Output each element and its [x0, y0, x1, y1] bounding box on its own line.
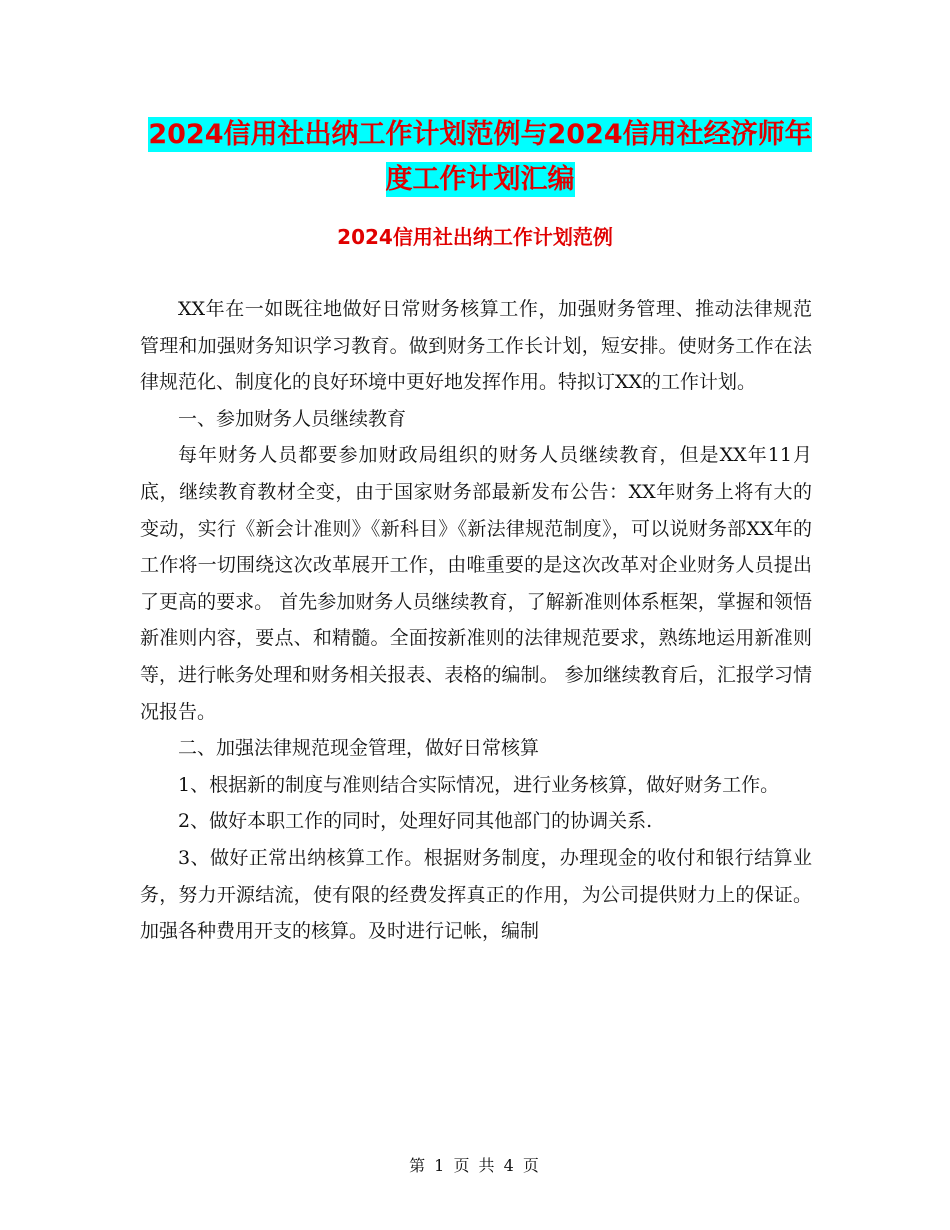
paragraph: 二、加强法律规范现金管理，做好日常核算: [178, 737, 540, 760]
page-footer: 第 1 页 共 4 页: [409, 1156, 541, 1175]
paragraph: 1、根据新的制度与准则结合实际情况，进行业务核算，做好财务工作。: [178, 773, 780, 796]
paragraph: 3、做好正常出纳核算工作。根据财务制度，办理现金的收付和银行结算业务，努力开源结流，使有限的经费发挥真正的作用，为公司提供财力上的保证。加强各种费用开支的核算。及时进行记帐，编制: [140, 846, 812, 943]
body-text: [140, 291, 812, 950]
section-title: 2024信用社出纳工作计划范例: [337, 225, 613, 249]
paragraph: 一、参加财务人员继续教育: [178, 407, 407, 430]
paragraph: 2、做好本职工作的同时，处理好同其他部门的协调关系.: [178, 810, 653, 833]
document-title: [140, 112, 820, 202]
title-line-1: 2024信用社出纳工作计划范例与2024信用社经济师年: [148, 119, 812, 150]
paragraph: XX年在一如既往地做好日常财务核算工作，加强财务管理、推动法律规范管理和加强财务知识学习教育。做到财务工作长计划，短安排。使财务工作在法律规范化、制度化的良好环境中更好地发挥作用。特拟订XX的工作计划。: [140, 298, 812, 394]
paragraph: 每年财务人员都要参加财政局组织的财务人员继续教育，但是XX年11月底，继续教育教材全变，由于国家财务部最新发布公告：XX年财务上将有大的变动，实行《新会计准则》《新科目》《新法律规范制度》，可以说财务部XX年的工作将一切围绕这次改革展开工作，由唯重要的是这次改革对企业财务人员提出了更高的要求。 首先参加财务人员继续教育，了解新准则体系框架，掌握和领悟新准则内容，要点、和精髓。全面按新准则的法律规范要求，熟练地运用新准则等，进行帐务处理和财务相关报表、表格的编制。 参加继续教育后，汇报学习情况报告。: [140, 444, 812, 723]
title-line-2: 度工作计划汇编: [385, 164, 575, 195]
